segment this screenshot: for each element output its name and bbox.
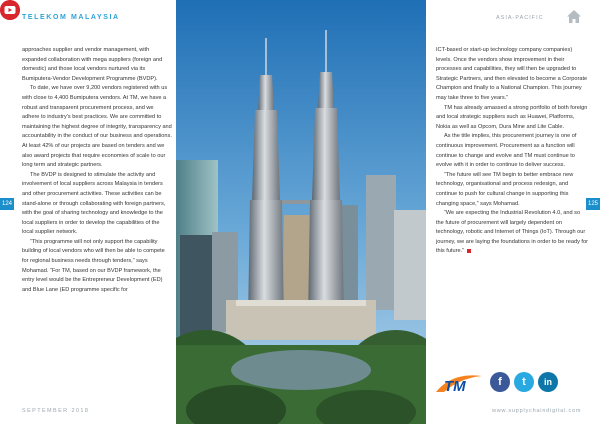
paragraph: To date, we have over 9,200 vendors registered with us with close to 4,400 Bumiputera vendors. At TM, we have a robust and transparent procurement process, and we adhere to industry’s best practices. We are committed to maintaining the highest degree of integrity, transparency and accountability in the conduct of our business and operations. At least 42% of our projects are based on tenders and we also award projects that require economies of scale to our long term and strategic partners. (22, 85, 172, 169)
page-number-left: 124 (0, 198, 14, 210)
article-end-mark (467, 249, 471, 253)
paragraph: approaches supplier and vendor management, with expanded collaboration with mega suppliers (foreign and domestic) and those local vendors nurtured via its Bumiputera-Vendor Development Programme (BVDP). (22, 47, 163, 82)
paragraph: ICT-based or start-up technology company companies) levels. Once the vendors show improvement in their processes and capabilities, they will then be upgraded to Strategic Partners, and then elevated to become a Corporate Champion and finally to a National Champion. This journey may take three to five years.” (436, 47, 588, 101)
paragraph: TM has already amassed a strong portfolio of both foreign and local strategic suppliers such as Huawei, Platforms, Nokia as well as Opcom, Dura Mine and Lite Cable. (436, 104, 588, 130)
facebook-icon[interactable]: f (490, 372, 510, 392)
region-label: ASIA-PACIFIC (496, 15, 544, 21)
paragraph (436, 209, 588, 257)
tm-logo (434, 370, 486, 396)
twitter-icon[interactable]: t (514, 372, 534, 392)
home-icon[interactable] (566, 9, 582, 24)
left-article-column (22, 46, 172, 295)
paragraph: The BVDP is designed to stimulate the activity and involvement of local suppliers across Malaysia in tenders and other procurement activities. These activities can be stand-alone or through collaborating with foreign partners, with the goal of sharing technology and knowledge to the local suppliers in order to develop the capabilities of the local supplier network. (22, 171, 166, 236)
tm-logo-text: TM (444, 378, 466, 395)
linkedin-icon[interactable]: in (538, 372, 558, 392)
paragraph: “The future will see TM begin to better embrace new technology, organisational and process redesign, and continue to push for cultural change in supporting this changing space,” says Mohamad. (436, 171, 574, 207)
website-url[interactable]: www.supplychaindigital.com (492, 408, 582, 414)
petronas-towers-photo (176, 0, 426, 424)
paragraph-text: “We are expecting the Industrial Revolution 4.0, and so the future of procurement will largely dependent on technology, robotic and Internet of Things (IoT). Through our journey, we are laying the foundations in order to be ready for this future.” (436, 210, 588, 255)
paragraph: “This programme will not only support the capability building of local vendors who will then be able to compete for regional business needs through tenders,” says Mohamad. “For TM, based on our BVDP framework, the entry level would be the Entrepreneur Development (ED) and Blue Lane (ED programme specific for (22, 238, 165, 293)
page-number-right: 125 (586, 198, 600, 210)
magazine-section-title: TELEKOM MALAYSIA (22, 14, 120, 21)
right-article-column (436, 46, 588, 257)
youtube-icon[interactable] (0, 0, 20, 20)
issue-date: SEPTEMBER 2018 (22, 408, 90, 414)
paragraph: As the title implies, this procurement journey is one of continuous improvement. Procurement as a function will continue to change and evolve and TM must continue to evolve with it in order to continue to deliver success. (436, 133, 577, 169)
